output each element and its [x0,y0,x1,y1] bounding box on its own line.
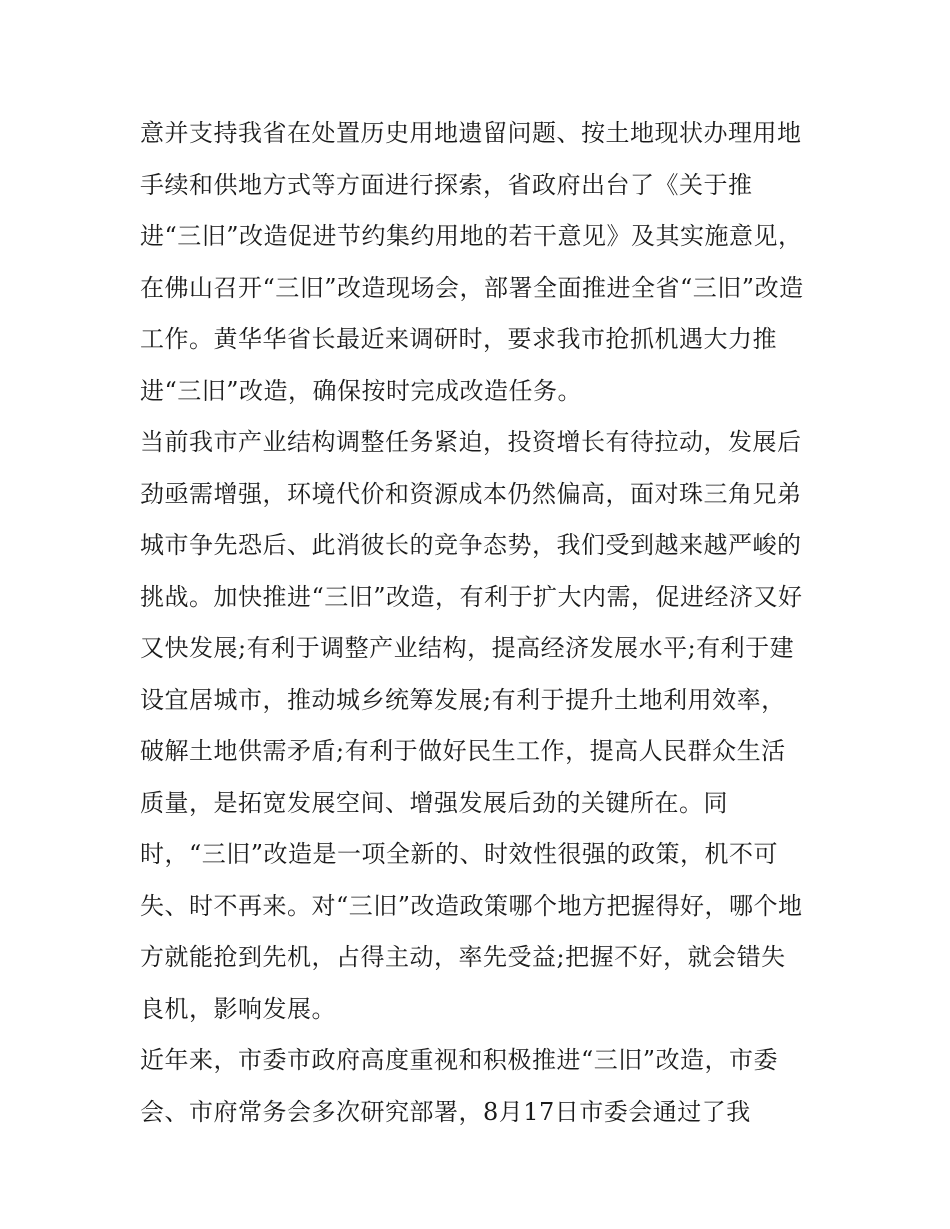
text-line: 意并支持我省在处置历史用地遗留问题、按土地现状办理用地 [140,119,802,147]
text-line: 良机，影响发展。 [140,994,336,1023]
text-line: 当前我市产业结构调整任务紧迫，投资增长有待拉动，发展后 [140,428,802,456]
text-line: 城市争先恐后、此消彼长的竞争态势，我们受到越来越严峻的 [140,531,802,559]
text-line: 手续和供地方式等方面进行探索，省政府出台了《关于推 [140,170,753,199]
text-line: 挑战。加快推进“三旧”改造，有利于扩大内需，促进经济又好 [140,582,803,611]
text-line: 又快发展;有利于调整产业结构，提高经济发展水平;有利于建 [140,634,795,662]
text-line: 进“三旧”改造促进节约集约用地的若干意见》及其实施意见， [140,222,803,250]
text-line: 进“三旧”改造，确保按时完成改造任务。 [140,376,583,405]
text-line: 劲亟需增强，环境代价和资源成本仍然偏高，面对珠三角兄弟 [140,479,802,508]
text-line: 方就能抢到先机，占得主动，率先受益;把握不好，就会错失 [140,943,786,971]
text-line: 近年来，市委市政府高度重视和积极推进“三旧”改造，市委 [140,1046,779,1074]
text-line: 失、时不再来。对“三旧”改造政策哪个地方把握得好，哪个地 [140,891,803,920]
text-line: 在佛山召开“三旧”改造现场会，部署全面推进全省“三旧”改造 [140,273,804,302]
text-line: 时，“三旧”改造是一项全新的、时效性很强的政策，机不可 [140,840,779,868]
text-line: 破解土地供需矛盾;有利于做好民生工作，提高人民群众生活 [140,737,786,765]
text-line: 质量，是拓宽发展空间、增强发展后劲的关键所在。同 [140,788,728,817]
text-line: 会、市府常务会多次研究部署，8月17日市委会通过了我 [140,1097,751,1126]
text-line: 设宜居城市，推动城乡统筹发展;有利于提升土地利用效率， [140,685,786,714]
body-text [140,108,830,1138]
text-line: 工作。黄华华省长最近来调研时，要求我市抢抓机遇大力推 [140,325,777,353]
